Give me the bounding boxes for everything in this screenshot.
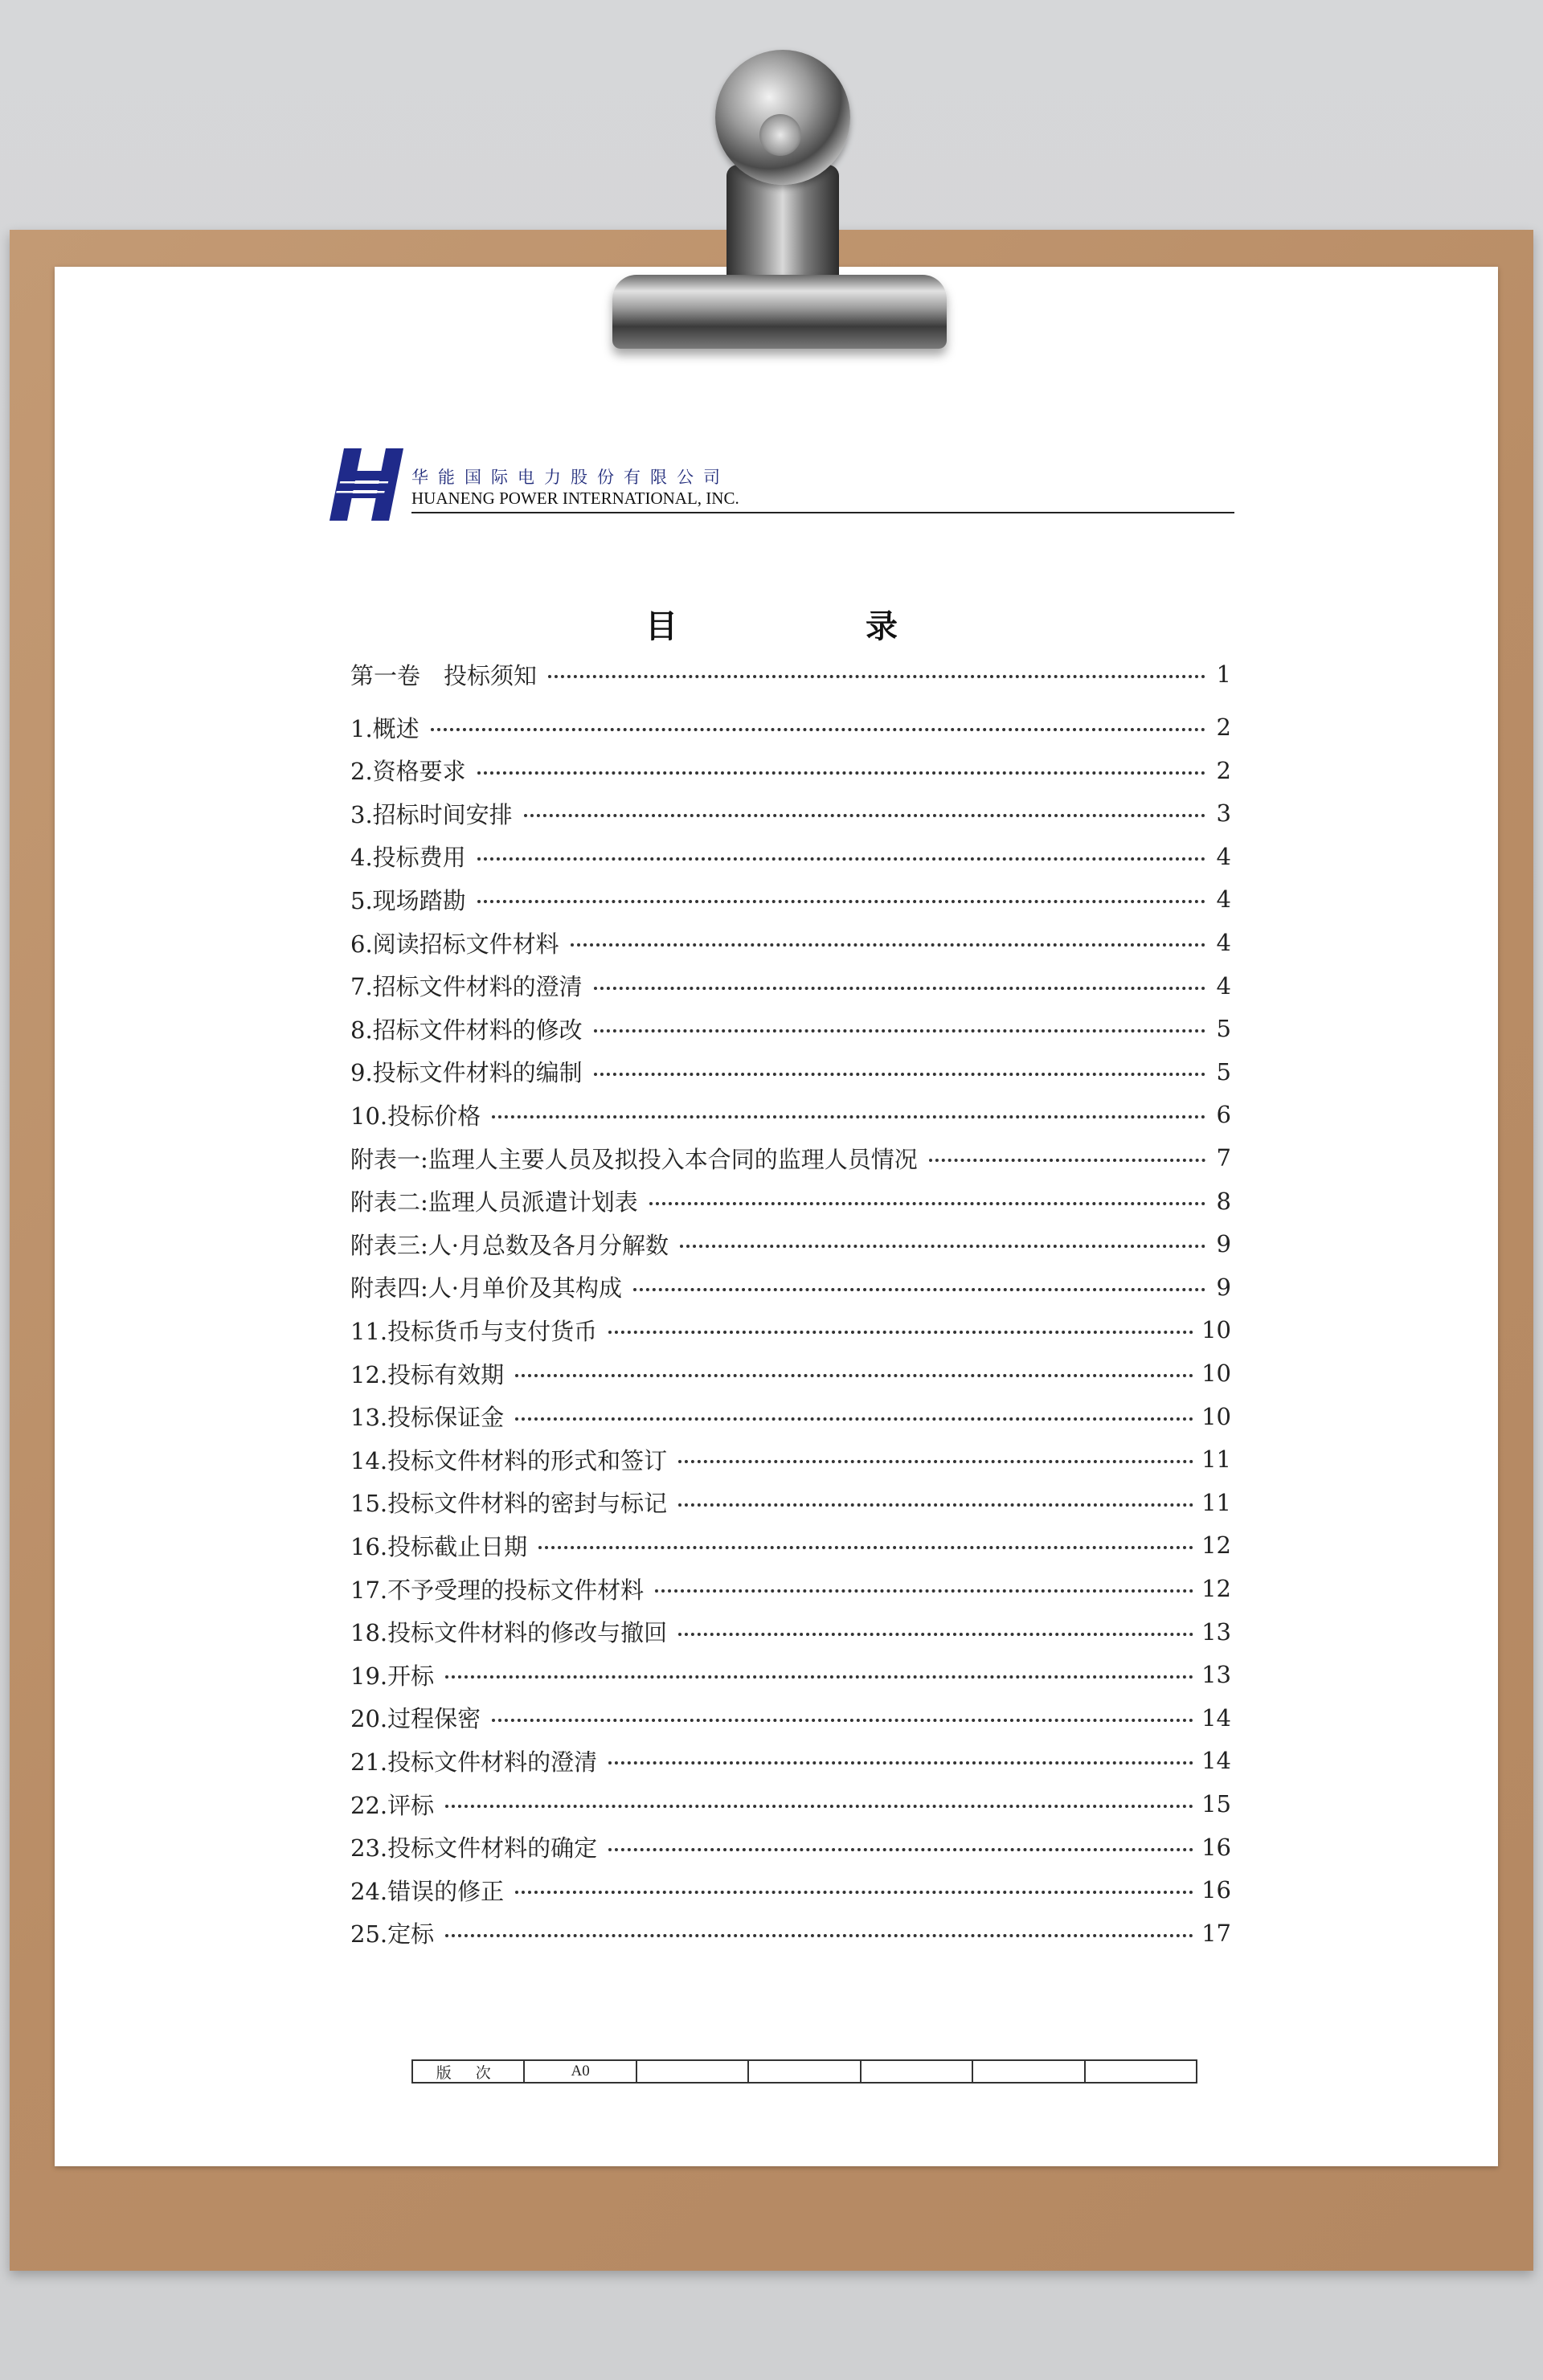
toc-entry-label: 附表一:监理人主要人员及拟投入本合同的监理人员情况 — [350, 1145, 918, 1173]
toc-entry-page: 8 — [1216, 1187, 1231, 1215]
toc-entry-label: 6.阅读招标文件材料 — [350, 930, 559, 958]
toc-dot-leader — [445, 1805, 1193, 1808]
toc-entry-page: 1 — [1216, 660, 1231, 688]
toc-entry — [350, 652, 1231, 696]
toc-entry-page: 9 — [1216, 1273, 1231, 1301]
toc-entry-page: 4 — [1216, 842, 1231, 870]
toc-entry-page: 11 — [1201, 1446, 1231, 1474]
toc-dot-leader — [445, 1934, 1193, 1937]
toc-dot-leader — [477, 900, 1205, 903]
toc-entry-page: 15 — [1201, 1790, 1231, 1818]
toc-entry-page: 5 — [1216, 1057, 1231, 1086]
toc-dot-leader — [477, 857, 1205, 861]
toc-entry — [350, 1136, 1231, 1180]
toc-entry-label: 11.投标货币与支付货币 — [350, 1317, 598, 1345]
toc-entry-page: 4 — [1216, 929, 1231, 956]
toc-title: 目 录 — [645, 608, 986, 645]
toc-entry — [350, 791, 1231, 835]
toc-entry — [350, 1180, 1231, 1223]
toc-entry — [350, 1782, 1231, 1826]
toc-entry-label: 附表二:监理人员派遣计划表 — [350, 1188, 638, 1217]
toc-entry-page: 4 — [1216, 885, 1231, 914]
toc-entry — [350, 1050, 1231, 1094]
toc-entry — [350, 1696, 1231, 1740]
toc-dot-leader — [594, 987, 1205, 990]
toc-entry-page: 10 — [1201, 1360, 1231, 1387]
toc-dot-leader — [492, 1115, 1205, 1118]
toc-entry — [350, 1739, 1231, 1782]
version-table — [411, 2059, 1197, 2084]
toc-dot-leader — [608, 1761, 1193, 1765]
toc-dot-leader — [477, 771, 1205, 775]
toc-dot-leader — [431, 728, 1205, 731]
toc-entry-label: 24.错误的修正 — [350, 1877, 505, 1905]
toc-entry-label: 13.投标保证金 — [350, 1404, 505, 1432]
toc-entry-label: 7.招标文件材料的澄清 — [350, 973, 583, 1001]
toc-entry — [350, 1912, 1231, 1955]
toc-entry-label: 4.投标费用 — [350, 844, 466, 872]
toc-entry-page: 13 — [1201, 1617, 1231, 1646]
toc-entry-page: 5 — [1216, 1015, 1231, 1043]
toc-entry — [350, 1308, 1231, 1352]
toc-entry-label: 25.定标 — [350, 1920, 435, 1949]
toc-entry — [350, 1653, 1231, 1696]
toc-entry — [350, 1523, 1231, 1567]
toc-dot-leader — [655, 1589, 1193, 1593]
toc-entry-label: 18.投标文件材料的修改与撤回 — [350, 1619, 668, 1647]
version-empty-cell — [1086, 2061, 1196, 2082]
toc-entry-page: 9 — [1216, 1230, 1231, 1258]
toc-entry — [350, 1007, 1231, 1050]
toc-entry — [350, 1826, 1231, 1869]
toc-dot-leader — [515, 1417, 1193, 1421]
toc-entry-page: 2 — [1216, 756, 1231, 784]
toc-dot-leader — [649, 1202, 1205, 1205]
toc-dot-leader — [445, 1675, 1193, 1679]
toc-entry-page: 10 — [1201, 1402, 1231, 1430]
toc-entry — [350, 1266, 1231, 1309]
toc-entry-page: 11 — [1201, 1488, 1231, 1516]
toc-dot-leader — [594, 1073, 1205, 1076]
toc-dot-leader — [678, 1503, 1193, 1507]
toc-entry — [350, 1093, 1231, 1136]
toc-entry-page: 12 — [1201, 1575, 1231, 1602]
toc-dot-leader — [515, 1374, 1193, 1377]
toc-entry — [350, 1352, 1231, 1395]
toc-entry-label: 23.投标文件材料的确定 — [350, 1834, 598, 1863]
toc-entry-page: 14 — [1201, 1747, 1231, 1775]
toc-entry-page: 13 — [1201, 1661, 1231, 1689]
toc-entry — [350, 1481, 1231, 1524]
toc-entry — [350, 835, 1231, 878]
clip-bar — [612, 275, 947, 349]
toc-entry-page: 12 — [1201, 1531, 1231, 1560]
toc-entry-label: 9.投标文件材料的编制 — [350, 1059, 583, 1087]
toc-dot-leader — [538, 1546, 1193, 1549]
toc-dot-leader — [524, 814, 1205, 817]
toc-entry-page: 17 — [1201, 1919, 1231, 1947]
toc-dot-leader — [571, 943, 1205, 947]
toc-entry-page: 16 — [1201, 1833, 1231, 1861]
toc-entry-label: 8.招标文件材料的修改 — [350, 1016, 583, 1044]
toc-entry-page: 6 — [1216, 1101, 1231, 1129]
toc-entry — [350, 1610, 1231, 1654]
toc-dot-leader — [515, 1891, 1193, 1894]
toc-entry — [350, 705, 1231, 749]
company-name-cn: 华能国际电力股份有限公司 — [411, 468, 730, 487]
toc-entry-label: 3.招标时间安排 — [350, 800, 513, 828]
clip-hole — [759, 114, 801, 156]
toc-entry-label: 20.过程保密 — [350, 1705, 481, 1733]
toc-entry-label: 第一卷 投标须知 — [350, 661, 538, 689]
toc-entry — [350, 1437, 1231, 1481]
toc-entry — [350, 921, 1231, 964]
toc-dot-leader — [678, 1460, 1193, 1463]
toc-entry-page: 4 — [1216, 971, 1231, 1000]
toc-dot-leader — [633, 1288, 1205, 1291]
toc-entry-label: 17.不予受理的投标文件材料 — [350, 1576, 645, 1604]
toc-entry-page: 7 — [1216, 1144, 1231, 1172]
toc-dot-leader — [929, 1159, 1205, 1162]
toc-entry — [350, 877, 1231, 921]
toc-entry-label: 19.开标 — [350, 1662, 435, 1690]
toc-entry-page: 16 — [1201, 1876, 1231, 1904]
toc-entry — [350, 1868, 1231, 1912]
version-empty-cell — [973, 2061, 1085, 2082]
toc-entry-page: 10 — [1201, 1316, 1231, 1344]
toc-entry-label: 1.概述 — [350, 714, 420, 742]
toc-entry-label: 10.投标价格 — [350, 1102, 481, 1130]
version-label-cell: 版 次 — [413, 2061, 525, 2082]
version-empty-cell — [637, 2061, 749, 2082]
toc-entry-label: 2.资格要求 — [350, 758, 466, 786]
toc-entry-page: 2 — [1216, 714, 1231, 741]
toc-entry-label: 12.投标有效期 — [350, 1360, 505, 1388]
toc-entry-label: 附表四:人·月单价及其构成 — [350, 1274, 622, 1302]
toc-entry-label: 21.投标文件材料的澄清 — [350, 1748, 598, 1776]
version-empty-cell — [862, 2061, 973, 2082]
toc-entry-label: 16.投标截止日期 — [350, 1532, 528, 1560]
toc-entry-label: 15.投标文件材料的密封与标记 — [350, 1490, 668, 1518]
toc-entry — [350, 1222, 1231, 1266]
toc-dot-leader — [678, 1633, 1193, 1636]
toc-dot-leader — [680, 1245, 1205, 1248]
toc-dot-leader — [492, 1719, 1193, 1722]
toc-dot-leader — [594, 1029, 1205, 1033]
version-empty-cell — [749, 2061, 861, 2082]
toc-dot-leader — [608, 1848, 1193, 1851]
toc-entry — [350, 1567, 1231, 1610]
company-name-en: HUANENG POWER INTERNATIONAL, INC. — [411, 489, 739, 508]
toc-dot-leader — [548, 675, 1205, 678]
toc-entry-page: 14 — [1201, 1703, 1231, 1732]
toc-entry-page: 3 — [1216, 799, 1231, 828]
huaneng-logo-icon — [329, 448, 410, 521]
header-divider — [411, 512, 1234, 513]
toc-entry — [350, 1395, 1231, 1438]
toc-entry — [350, 749, 1231, 792]
toc-entry — [350, 964, 1231, 1008]
toc-entry-label: 22.评标 — [350, 1791, 435, 1819]
version-value-cell: A0 — [525, 2061, 636, 2082]
toc-dot-leader — [608, 1331, 1193, 1334]
toc-entry-label: 附表三:人·月总数及各月分解数 — [350, 1231, 669, 1259]
toc-entry-label: 5.现场踏勘 — [350, 886, 466, 914]
toc-entry-label: 14.投标文件材料的形式和签订 — [350, 1446, 668, 1474]
